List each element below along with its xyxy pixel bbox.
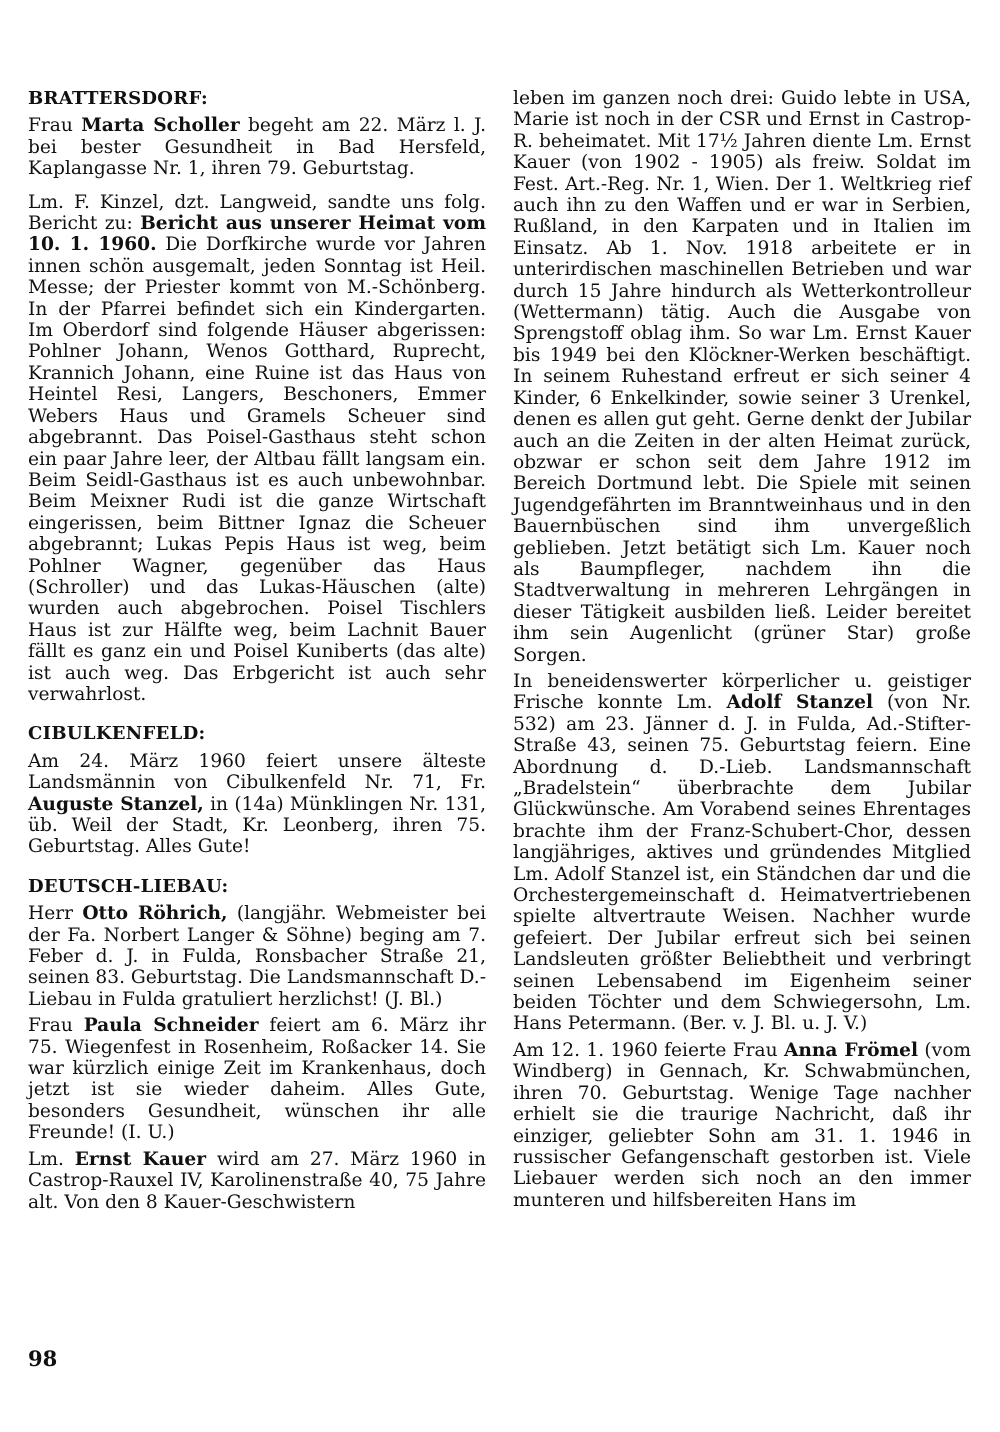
page-number: 98 <box>28 1346 58 1371</box>
paragraph-anna-froemel: Am 12. 1. 1960 feierte Frau Anna Frömel (vom Windberg) in Gennach, Kr. Schwabmünchen, ihren 70. Geburtstag. Wenige Tage nachher erhielt sie die traurige Nachricht, daß ihr einziger, geliebter Sohn am 31. 1. 1946 in russischer Gefangenschaft gestorben ist. Viele Liebauer werden sich noch an den immer munteren und hilfsbereiten Hans im <box>513 1039 972 1211</box>
left-column <box>28 88 486 1218</box>
right-column <box>513 88 971 1216</box>
paragraph-marta-scholler: Frau Marta Scholler begeht am 22. März l. J. bei bester Gesundheit in Bad Hersfeld, Kaplangasse Nr. 1, ihren 79. Geburtstag. <box>28 115 486 180</box>
section-heading-deutsch-liebau: DEUTSCH-LIEBAU: <box>28 875 229 897</box>
paragraph-kauer-continued: leben im ganzen noch drei: Guido lebte in USA, Marie ist noch in der CSR und Ernst in Castrop-R. beheimatet. Mit 17½ Jahren diente Lm. Ernst Kauer (von 1902 - 1905) als freiw. Soldat im Fest. Art.-Reg. Nr. 1, Wien. Der 1. Weltkrieg rief auch ihn zu den Waffen und er war in Serbien, Rußland, in den Karpaten und in Italien im Einsatz. Ab 1. Nov. 1918 arbeitete er in unterirdischen maschinellen Betrieben und war durch 15 Jahre hindurch als Wetterkontrolleur (Wettermann) tätig. Auch die Ausgabe von Sprengstoff oblag ihm. So war Lm. Ernst Kauer bis 1949 bei den Klöckner-Werken beschäftigt. In seinem Ruhestand erfreut er sich seiner 4 Kinder, 6 Enkelkinder, sowie seiner 3 Urenkel, denen es allen gut geht. Gerne denkt der Jubilar auch an die Zeiten in der alten Heimat zurück, obzwar er schon seit dem Jahre 1912 im Bereich Dortmund lebt. Die Spiele mit seinen Jugendgefährten im Branntweinhaus und in den Bauernbüschen sind ihm unvergeßlich geblieben. Jetzt betätigt sich Lm. Kauer noch als Baumpfleger, nachdem ihn die Stadtverwaltung in mehreren Lehrgängen in dieser Tätigkeit ausbilden ließ. Leider bereitet ihm sein Augenlicht (grüner Star) große Sorgen. <box>513 88 971 666</box>
section-heading-brattersdorf: BRATTERSDORF: <box>28 88 208 109</box>
paragraph-paula-schneider: Frau Paula Schneider feiert am 6. März ihr 75. Wiegenfest in Rosenheim, Roßacker 14. Sie war kürzlich einige Zeit im Krankenhaus, doch jetzt ist sie wieder daheim. Alles Gute, besonders Gesundheit, wünschen ihr alle Freunde! (I. U.) <box>28 1015 486 1144</box>
paragraph-adolf-stanzel: In beneidenswerter körperlicher u. geistiger Frische konnte Lm. Adolf Stanzel (von Nr. 532) am 23. Jänner d. J. in Fulda, Ad.-Stifter-Straße 43, seinen 75. Geburtstag feiern. Eine Abordnung d. D.-Lieb. Landsmannschaft „Bradelstein“ überbrachte dem Jubilar Glückwünsche. Am Vorabend seines Ehrentages brachte ihm der Franz-Schubert-Chor, dessen langjähriges, aktives und gründendes Mitglied Lm. Adolf Stanzel ist, ein Ständchen dar und die Orchestergemeinschaft d. Heimatvertriebenen spielte altvertraute Weisen. Nachher wurde gefeiert. Der Jubilar erfreut sich bei seinen Landsleuten größter Beliebtheit und verbringt seinen Lebensabend im Eigenheim seiner beiden Töchter und dem Schwiegersohn, Lm. Hans Petermann. (Ber. v. J. Bl. u. J. V.) <box>513 670 971 1035</box>
paragraph-otto-roehrich: Herr Otto Röhrich, (langjähr. Webmeister bei der Fa. Norbert Langer & Söhne) beging am 7. Feber d. J. in Fulda, Ronsbacher Straße 21, seinen 83. Geburtstag. Die Landsmannschaft D.-Liebau in Fulda gratuliert herzlichst! (J. Bl.) <box>28 903 487 1010</box>
paragraph-heimat-bericht: Lm. F. Kinzel, dzt. Langweid, sandte uns folg. Bericht zu: Bericht aus unserer Heimat vom 10. 1. 1960. Die Dorfkirche wurde vor Jahren innen schön ausgemalt, jeden Sonntag ist Heil. Messe; der Priester kommt von M.-Schönberg. In der Pfarrei befindet sich ein Kindergarten. Im Oberdorf sind folgende Häuser abgerissen: Pohlner Johann, Wenos Gotthard, Ruprecht, Krannich Johann, eine Ruine ist das Haus von Heintel Resi, Langers, Beschoners, Emmer Webers Haus und Gramels Scheuer sind abgebrannt. Das Poisel-Gasthaus steht schon ein paar Jahre leer, der Altbau fällt langsam ein. Beim Seidl-Gasthaus ist es auch unbewohnbar. Beim Meixner Rudi ist die ganze Wirtschaft eingerissen, beim Bittner Ignaz die Scheuer abgebrannt; Lukas Pepis Haus ist weg, beim Pohlner Wagner, gegenüber das Haus (Schroller) und das Lukas-Häuschen (alte) wurden auch abgebrochen. Poisel Tischlers Haus ist zur Hälfte weg, beim Lachnit Bauer fällt es ganz ein und Poisel Kuniberts (das alte) ist auch weg. Das Erbgericht ist auch sehr verwahrlost. <box>28 191 486 705</box>
paragraph-auguste-stanzel: Am 24. März 1960 feiert unsere älteste Landsmännin von Cibulkenfeld Nr. 71, Fr. Auguste Stanzel, in (14a) Münklingen Nr. 131, üb. Weil der Stadt, Kr. Leonberg, ihren 75. Geburtstag. Alles Gute! <box>28 750 486 858</box>
paragraph-ernst-kauer: Lm. Ernst Kauer wird am 27. März 1960 in Castrop-Rauxel IV, Karolinenstraße 40, 75 Jahre alt. Von den 8 Kauer-Geschwistern <box>28 1148 487 1213</box>
section-heading-cibulkenfeld: CIBULKENFELD: <box>28 723 206 745</box>
